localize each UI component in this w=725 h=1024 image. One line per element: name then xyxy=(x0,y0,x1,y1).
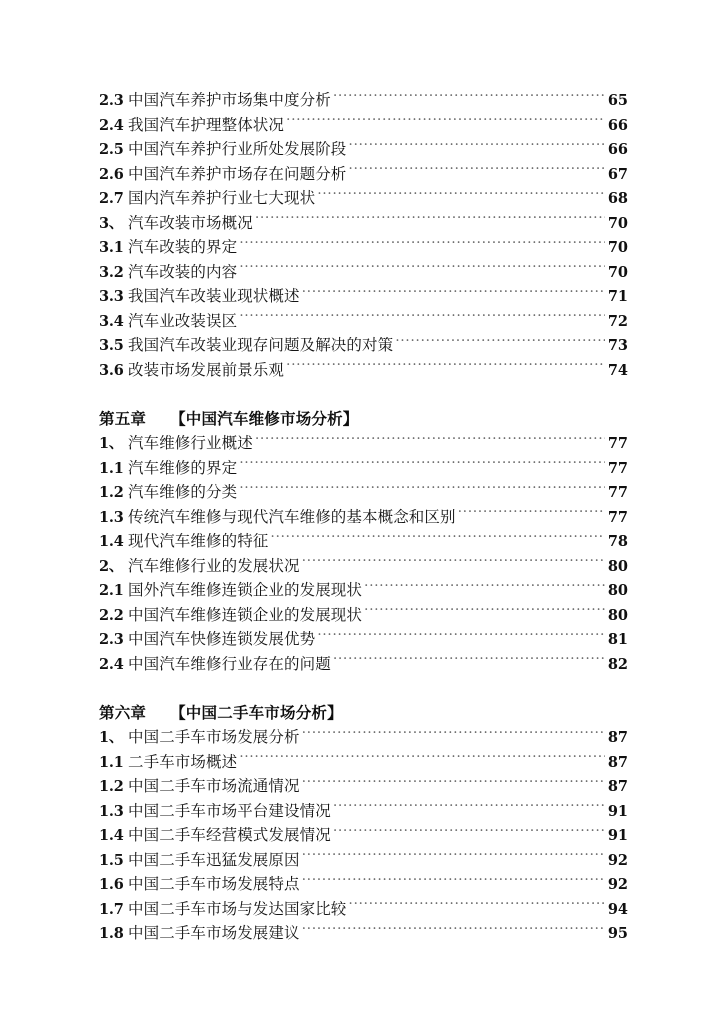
toc-entry-label: 汽车改装的内容 xyxy=(128,262,238,281)
toc-entry-label: 汽车业改装误区 xyxy=(128,311,238,330)
toc-entry-label: 国内汽车养护行业七大现状 xyxy=(128,189,316,207)
dot-leader xyxy=(348,899,605,914)
toc-entry-number: 1.8 xyxy=(99,925,124,942)
toc-entry-label: 我国汽车护理整体状况 xyxy=(128,115,285,134)
toc-entry-label: 中国二手车市场发展分析 xyxy=(128,728,300,746)
toc-entry[interactable] xyxy=(99,480,628,505)
dot-leader xyxy=(348,164,605,179)
toc-entry-number: 2.5 xyxy=(99,141,124,158)
block-spacer xyxy=(99,382,628,407)
toc-entry-label: 中国二手车市场发展建议 xyxy=(128,924,300,942)
toc-entry-page-number: 87 xyxy=(607,778,628,795)
dot-leader xyxy=(239,458,605,473)
toc-entry[interactable] xyxy=(99,529,628,554)
toc-entry-number: 1.3 xyxy=(99,802,124,820)
toc-entry[interactable] xyxy=(99,358,628,383)
dot-leader xyxy=(458,507,605,522)
toc-entry-page-number: 70 xyxy=(607,239,628,256)
toc-entry[interactable] xyxy=(99,260,628,285)
toc-entry[interactable] xyxy=(99,186,628,211)
toc-entry-number: 1.2 xyxy=(99,484,124,501)
toc-entry-page-number: 77 xyxy=(607,484,628,501)
toc-entry-page-number: 80 xyxy=(607,606,628,624)
toc-entry-number: 3.6 xyxy=(99,361,124,379)
toc-entry-label: 中国汽车维修行业存在的问题 xyxy=(128,654,331,673)
toc-entry-label: 我国汽车改装业现状概述 xyxy=(128,287,300,305)
toc-entry[interactable] xyxy=(99,284,628,309)
dot-leader xyxy=(239,752,605,767)
toc-entry-number: 2.3 xyxy=(99,92,124,109)
toc-entry-number: 1.6 xyxy=(99,876,124,893)
dot-leader xyxy=(364,605,605,620)
toc-entry-page-number: 72 xyxy=(607,312,628,330)
toc-entry-label: 中国汽车维修连锁企业的发展现状 xyxy=(128,605,363,624)
toc-entry-label: 中国二手车市场流通情况 xyxy=(128,777,300,795)
dot-leader xyxy=(333,90,605,105)
toc-entry-label: 中国汽车快修连锁发展优势 xyxy=(128,630,316,648)
chapter-heading xyxy=(99,407,628,432)
toc-entry-label: 汽车维修的界定 xyxy=(128,458,238,477)
dot-leader xyxy=(333,801,605,816)
toc-entry-page-number: 67 xyxy=(607,165,628,183)
toc-entry[interactable] xyxy=(99,897,628,922)
toc-entry-page-number: 70 xyxy=(607,214,628,232)
dot-leader xyxy=(286,360,605,375)
toc-entry-page-number: 77 xyxy=(607,435,628,452)
dot-leader xyxy=(255,213,605,228)
toc-entry-label: 国外汽车维修连锁企业的发展现状 xyxy=(128,581,363,599)
toc-entry-page-number: 80 xyxy=(607,582,628,599)
toc-entry-page-number: 66 xyxy=(607,116,628,134)
toc-entry-page-number: 91 xyxy=(607,802,628,820)
toc-entry[interactable] xyxy=(99,113,628,138)
dot-leader xyxy=(302,776,605,791)
toc-entry-label: 中国汽车养护行业所处发展阶段 xyxy=(128,140,347,158)
toc-entry-page-number: 94 xyxy=(607,900,628,918)
toc-entry-page-number: 74 xyxy=(607,361,628,379)
toc-entry-number: 3.4 xyxy=(99,312,124,330)
toc-entry-number: 2.1 xyxy=(99,582,124,599)
toc-entry-page-number: 71 xyxy=(607,288,628,305)
dot-leader xyxy=(239,237,605,252)
toc-entry[interactable] xyxy=(99,333,628,358)
table-of-contents xyxy=(99,88,628,946)
toc-entry[interactable] xyxy=(99,137,628,162)
toc-entry-number: 3.3 xyxy=(99,288,124,305)
toc-entry-number: 3.5 xyxy=(99,337,124,354)
toc-entry[interactable] xyxy=(99,603,628,628)
dot-leader xyxy=(239,311,605,326)
toc-entry-number: 2.4 xyxy=(99,655,124,673)
toc-entry-number: 1.5 xyxy=(99,851,124,869)
toc-entry-number: 2.3 xyxy=(99,631,124,648)
toc-entry-number: 3.2 xyxy=(99,263,124,281)
toc-entry-page-number: 66 xyxy=(607,141,628,158)
dot-leader xyxy=(255,433,605,448)
toc-entry-label: 中国二手车市场平台建设情况 xyxy=(128,801,331,820)
toc-entry-number: 2.4 xyxy=(99,116,124,134)
toc-entry-page-number: 87 xyxy=(607,753,628,771)
toc-entry-number: 2.7 xyxy=(99,190,124,207)
toc-entry-label: 二手车市场概述 xyxy=(128,752,238,771)
toc-entry-number: 1.4 xyxy=(99,827,124,844)
toc-entry-number: 1.1 xyxy=(99,753,124,771)
toc-entry-page-number: 73 xyxy=(607,337,628,354)
toc-entry-number: 3、 xyxy=(99,214,124,232)
dot-leader xyxy=(239,482,605,497)
toc-entry[interactable] xyxy=(99,309,628,334)
dot-leader xyxy=(364,580,605,595)
toc-entry-page-number: 77 xyxy=(607,508,628,526)
toc-entry-number: 2、 xyxy=(99,557,124,575)
dot-leader xyxy=(302,727,605,742)
toc-entry-label: 我国汽车改装业现存问题及解决的对策 xyxy=(128,336,394,354)
toc-entry[interactable] xyxy=(99,921,628,946)
dot-leader xyxy=(333,654,605,669)
toc-entry-page-number: 92 xyxy=(607,851,628,869)
toc-entry-label: 汽车改装的界定 xyxy=(128,238,238,256)
toc-entry-number: 1.2 xyxy=(99,778,124,795)
toc-entry-number: 3.1 xyxy=(99,239,124,256)
dot-leader xyxy=(302,874,605,889)
toc-entry-label: 中国二手车经营模式发展情况 xyxy=(128,826,331,844)
toc-entry-page-number: 91 xyxy=(607,827,628,844)
toc-entry-label: 中国二手车市场发展特点 xyxy=(128,875,300,893)
block-spacer xyxy=(99,676,628,701)
toc-entry-page-number: 68 xyxy=(607,190,628,207)
toc-entry[interactable] xyxy=(99,799,628,824)
toc-entry[interactable] xyxy=(99,652,628,677)
toc-entry-label: 汽车维修行业的发展状况 xyxy=(128,556,300,575)
toc-entry[interactable] xyxy=(99,725,628,750)
chapter-title: 【中国汽车维修市场分析】 xyxy=(170,408,359,428)
toc-entry-number: 1、 xyxy=(99,435,124,452)
toc-entry-number: 1.7 xyxy=(99,900,124,918)
dot-leader xyxy=(395,335,605,350)
toc-entry[interactable] xyxy=(99,774,628,799)
toc-entry[interactable] xyxy=(99,162,628,187)
toc-entry[interactable] xyxy=(99,211,628,236)
toc-entry-page-number: 81 xyxy=(607,631,628,648)
toc-entry-label: 汽车维修的分类 xyxy=(128,483,238,501)
dot-leader xyxy=(333,825,605,840)
toc-entry-label: 改装市场发展前景乐观 xyxy=(128,360,285,379)
toc-entry-page-number: 95 xyxy=(607,925,628,942)
chapter-number: 第六章 xyxy=(99,702,147,722)
dot-leader xyxy=(239,262,605,277)
dot-leader xyxy=(317,629,605,644)
toc-entry-label: 中国汽车养护市场集中度分析 xyxy=(128,91,331,109)
toc-entry[interactable] xyxy=(99,456,628,481)
toc-entry[interactable] xyxy=(99,823,628,848)
toc-entry[interactable] xyxy=(99,750,628,775)
chapter-title: 【中国二手车市场分析】 xyxy=(170,702,343,722)
toc-entry-label: 传统汽车维修与现代汽车维修的基本概念和区别 xyxy=(128,507,456,526)
toc-entry-label: 中国二手车迅猛发展原因 xyxy=(128,850,300,869)
toc-entry-label: 汽车维修行业概述 xyxy=(128,434,253,452)
toc-entry-page-number: 92 xyxy=(607,876,628,893)
toc-entry-number: 1.3 xyxy=(99,508,124,526)
toc-entry[interactable] xyxy=(99,627,628,652)
dot-leader xyxy=(317,188,605,203)
toc-entry[interactable] xyxy=(99,848,628,873)
toc-entry-number: 2.6 xyxy=(99,165,124,183)
dot-leader xyxy=(270,531,605,546)
toc-entry-label: 中国二手车市场与发达国家比较 xyxy=(128,899,347,918)
dot-leader xyxy=(302,923,605,938)
toc-entry-page-number: 78 xyxy=(607,533,628,550)
toc-entry-page-number: 87 xyxy=(607,729,628,746)
toc-entry[interactable] xyxy=(99,505,628,530)
toc-entry[interactable] xyxy=(99,554,628,579)
toc-entry[interactable] xyxy=(99,578,628,603)
toc-entry[interactable] xyxy=(99,88,628,113)
toc-entry-page-number: 77 xyxy=(607,459,628,477)
chapter-number: 第五章 xyxy=(99,408,147,428)
toc-entry-label: 现代汽车维修的特征 xyxy=(128,532,269,550)
toc-entry-number: 2.2 xyxy=(99,606,124,624)
toc-entry-label: 中国汽车养护市场存在问题分析 xyxy=(128,164,347,183)
toc-entry-label: 汽车改装市场概况 xyxy=(128,213,253,232)
toc-entry-page-number: 70 xyxy=(607,263,628,281)
toc-entry-page-number: 65 xyxy=(607,92,628,109)
dot-leader xyxy=(302,556,605,571)
dot-leader xyxy=(286,115,605,130)
chapter-heading xyxy=(99,701,628,726)
toc-entry[interactable] xyxy=(99,235,628,260)
dot-leader xyxy=(348,139,605,154)
toc-entry-page-number: 82 xyxy=(607,655,628,673)
dot-leader xyxy=(302,850,605,865)
toc-entry-page-number: 80 xyxy=(607,557,628,575)
dot-leader xyxy=(302,286,605,301)
toc-entry[interactable] xyxy=(99,431,628,456)
toc-entry-number: 1.1 xyxy=(99,459,124,477)
toc-entry-number: 1、 xyxy=(99,729,124,746)
toc-entry[interactable] xyxy=(99,872,628,897)
toc-entry-number: 1.4 xyxy=(99,533,124,550)
